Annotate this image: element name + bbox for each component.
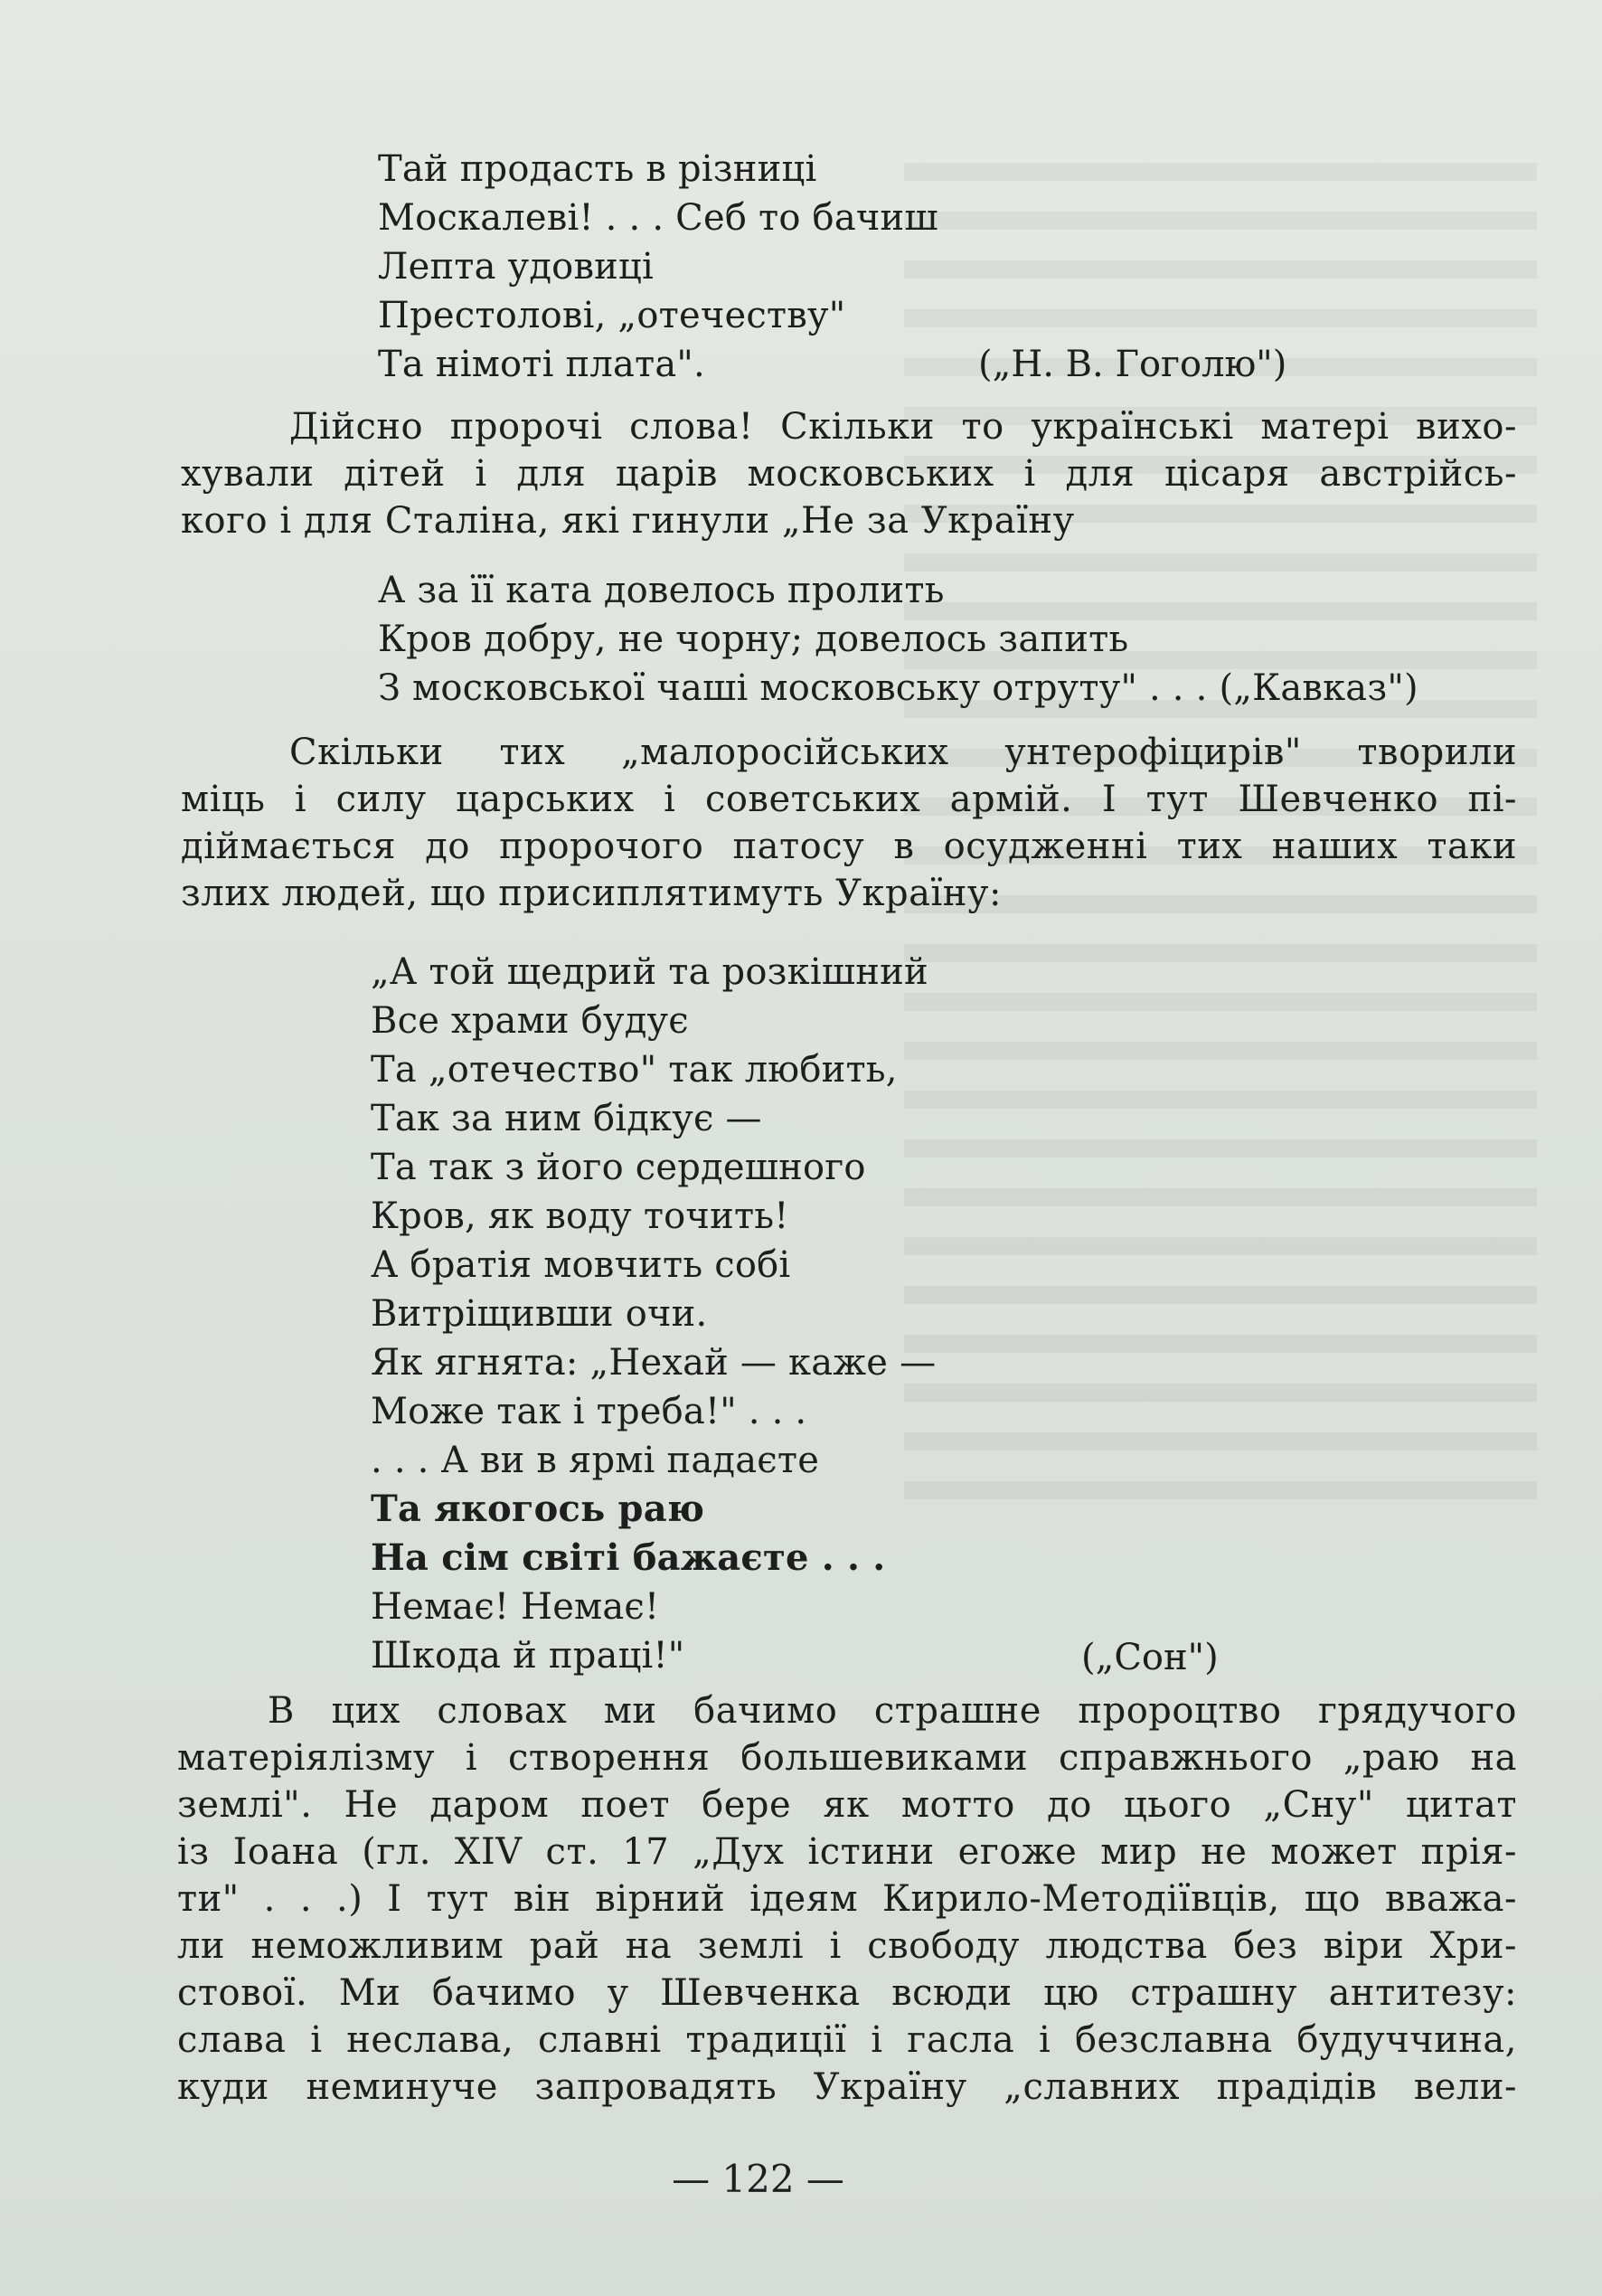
verse-line: Може так і треба!" . . . bbox=[371, 1391, 807, 1432]
page-number-text: — 122 — bbox=[672, 2157, 844, 2201]
verse-line: . . . А ви в ярмі падаєте bbox=[371, 1440, 820, 1481]
verse-line: Витріщивши очи. bbox=[371, 1293, 708, 1335]
verse-line: А братія мовчить собі bbox=[371, 1244, 791, 1286]
prose-line: Скільки тих „малоросійських унтерофіцирів" творили bbox=[289, 732, 1517, 773]
verse-line: Та німоті плата". bbox=[378, 344, 705, 385]
verse-line: Як ягнята: „Нехай — каже — bbox=[371, 1342, 937, 1384]
verse-line: Лепта удовиці bbox=[378, 246, 654, 288]
prose-line: матеріялізму і створення большевиками справжнього „раю на bbox=[177, 1737, 1517, 1779]
prose-line: В цих словах ми бачимо страшне пророцтво грядучого bbox=[268, 1690, 1517, 1732]
prose-line: ли неможливим рай на землі і свободу людства без віри Хри- bbox=[177, 1925, 1517, 1967]
verse-line-bold: Та якогось раю bbox=[371, 1488, 705, 1530]
prose-line: хували дітей і для царів московських і для цісаря австрійсь- bbox=[181, 453, 1517, 495]
prose-line: із Іоана (гл. XIV ст. 17 „Дух істини егоже мир не может прія- bbox=[177, 1831, 1517, 1873]
paragraph-1 bbox=[181, 403, 1517, 544]
prose-line: слава і неслава, славні традиції і гасла і безславна будуччина, bbox=[177, 2019, 1517, 2061]
prose-line: Дійсно пророчі слова! Скільки то українські матері вихо- bbox=[289, 406, 1517, 448]
verse-line: А за її ката довелось пролить bbox=[378, 570, 945, 611]
verse-line: Кров добру, не чорну; довелось запить bbox=[378, 619, 1129, 660]
prose-line: ти" . . .) І тут він вірний ідеям Кирило-Методіївців, що вважа- bbox=[177, 1878, 1517, 1920]
stanza-3-attribution: („Сон") bbox=[1081, 1637, 1219, 1678]
stanza-2 bbox=[378, 566, 1418, 713]
verse-line: Все храми будує bbox=[371, 1000, 689, 1042]
prose-line: кого і для Сталіна, які гинули „Не за Україну bbox=[181, 500, 1075, 542]
prose-line: міць і силу царських і советських армій. І тут Шевченко пі- bbox=[181, 779, 1517, 820]
verse-line: Шкода й праці!" bbox=[371, 1635, 685, 1677]
verse-line: Престолові, „отечеству" bbox=[378, 295, 846, 336]
verse-line: Так за ним бідкує — bbox=[371, 1098, 762, 1139]
prose-line: злих людей, що присиплятимуть Україну: bbox=[181, 873, 1002, 914]
verse-line: Москалеві! . . . Себ то бачиш bbox=[378, 197, 938, 239]
page-number bbox=[0, 2157, 1602, 2201]
verse-line: Тай продасть в різниці bbox=[378, 148, 817, 190]
prose-line: куди неминуче запровадять Україну „славних прадідів вели- bbox=[177, 2066, 1517, 2108]
verse-line: Та „отечество" так любить, bbox=[371, 1049, 898, 1091]
verse-line: Немає! Немає! bbox=[371, 1586, 660, 1628]
prose-line: діймається до пророчого патосу в осудженні тих наших таки bbox=[181, 826, 1517, 867]
paragraph-2 bbox=[181, 729, 1517, 917]
stanza-1-attribution: („Н. В. Гоголю") bbox=[978, 344, 1287, 385]
prose-line: стової. Ми бачимо у Шевченка всюди цю страшну антитезу: bbox=[177, 1972, 1517, 2014]
verse-line: З московської чаші московську отруту" . . . („Кавказ") bbox=[378, 667, 1418, 709]
verse-line: „А той щедрий та розкішний bbox=[371, 951, 928, 993]
verse-line-bold: На сім світі бажаєте . . . bbox=[371, 1536, 886, 1579]
stanza-1 bbox=[378, 145, 938, 389]
verse-line: Кров, як воду точить! bbox=[371, 1195, 789, 1237]
paragraph-3 bbox=[177, 1687, 1517, 2111]
verse-line: Та так з його сердешного bbox=[371, 1147, 866, 1188]
prose-line: землі". Не даром поет бере як мотто до цього „Сну" цитат bbox=[177, 1784, 1517, 1826]
stanza-3 bbox=[371, 948, 936, 1680]
